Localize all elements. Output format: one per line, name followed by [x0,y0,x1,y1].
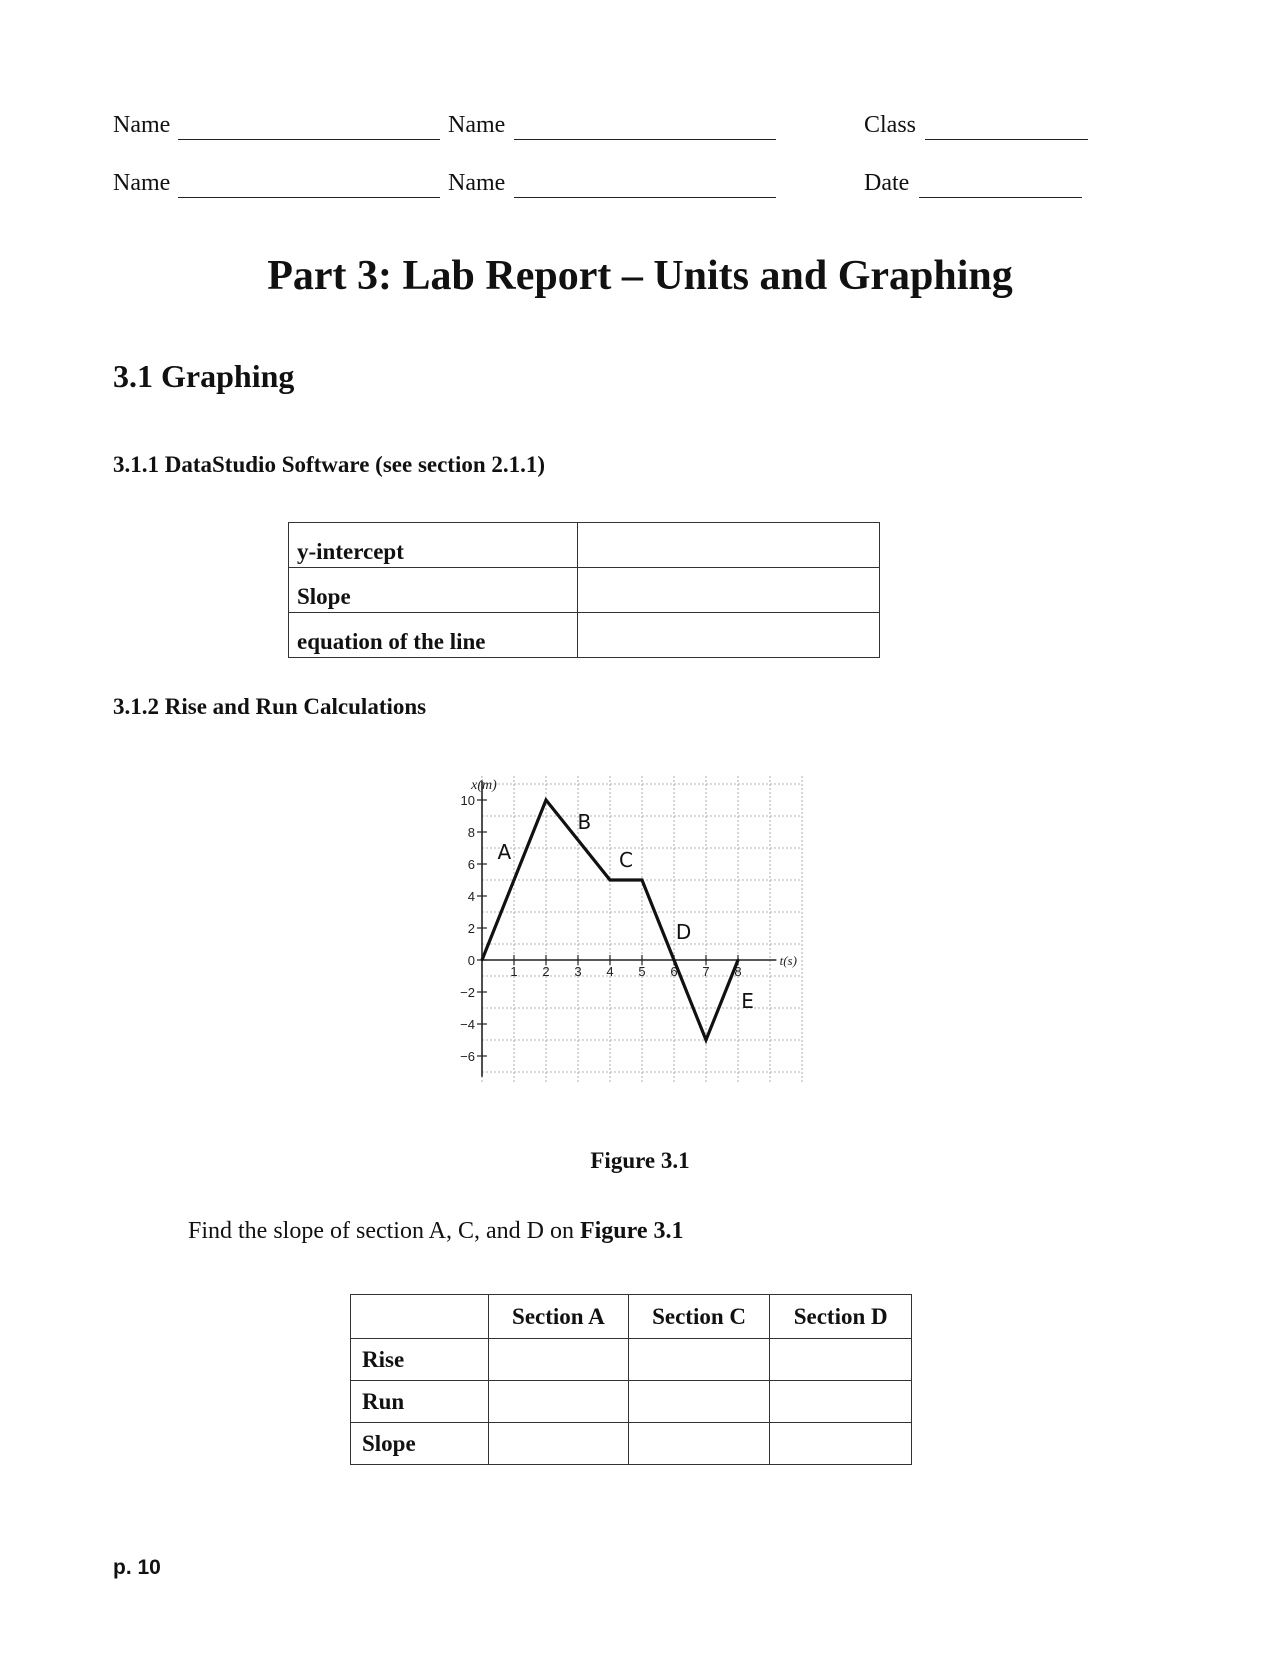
table-row [351,1381,912,1423]
instruction-prefix: Find the slope of section A, C, and D on [188,1218,580,1244]
chart-axes [482,781,776,1077]
instruction-text [188,1218,684,1245]
name-label-1: Name [113,112,171,138]
datastudio-table [288,522,880,658]
table-row [351,1423,912,1465]
y-tick-label: 4 [467,889,475,904]
slope-section-d-cell[interactable] [770,1423,912,1465]
data-point [673,959,675,961]
name-label-4: Name [448,170,506,196]
x-tick-label: 6 [670,964,678,979]
x-tick-label: 3 [574,964,582,979]
data-point [737,959,739,961]
slope-answer-cell[interactable] [578,568,880,613]
x-tick-label: 1 [510,964,518,979]
run-section-a-cell[interactable] [489,1381,629,1423]
date-label: Date [864,170,910,196]
y-tick-label: 2 [467,921,475,936]
slope-table [350,1294,912,1465]
data-point [609,879,611,881]
y-intercept-answer-cell[interactable] [578,523,880,568]
run-section-c-cell[interactable] [628,1381,770,1423]
slope-section-a-cell[interactable] [489,1423,629,1465]
x-tick-label: 2 [542,964,550,979]
data-point [705,1039,707,1041]
section-heading-3-1: 3.1 Graphing [113,358,295,394]
table-corner-cell [351,1295,489,1339]
subsection-heading-3-1-2: 3.1.2 Rise and Run Calculations [113,694,427,719]
table-row [351,1339,912,1381]
name-field-3[interactable] [178,197,440,198]
y-tick-label: 8 [467,825,475,840]
x-tick-label: 5 [638,964,646,979]
section-label-d: D [675,920,692,945]
row-label-rise: Rise [351,1339,489,1381]
x-axis-label: t(s) [779,953,797,968]
slope-section-c-cell[interactable] [628,1423,770,1465]
chart-ticks [460,778,797,1064]
column-header-section-c: Section C [628,1295,770,1339]
page-title: Part 3: Lab Report – Units and Graphing [267,253,1013,299]
table-row [289,613,880,658]
column-header-section-d: Section D [770,1295,912,1339]
data-point [481,959,483,961]
name-field-4[interactable] [514,197,776,198]
y-tick-label: −6 [460,1049,475,1064]
table-row [289,568,880,613]
x-tick-label: 7 [702,964,710,979]
chart-annotations [498,810,754,1013]
table-header-row [351,1295,912,1339]
name-field-1[interactable] [178,139,440,140]
rise-section-a-cell[interactable] [489,1339,629,1381]
section-label-a: A [497,840,512,865]
rise-section-d-cell[interactable] [770,1339,912,1381]
y-tick-label: −4 [460,1017,475,1032]
row-label-run: Run [351,1381,489,1423]
run-section-d-cell[interactable] [770,1381,912,1423]
name-field-2[interactable] [514,139,776,140]
y-tick-label: −2 [460,985,475,1000]
equation-answer-cell[interactable] [578,613,880,658]
date-field[interactable] [919,197,1082,198]
y-tick-label: 6 [467,857,475,872]
class-field[interactable] [925,139,1088,140]
y-axis-label: x(m) [471,777,497,793]
x-tick-label: 4 [606,964,614,979]
table-row [289,523,880,568]
data-point [545,799,547,801]
rise-section-c-cell[interactable] [628,1339,770,1381]
section-label-b: B [577,809,592,834]
section-label-c: C [619,848,633,873]
page-number: p. 10 [113,1556,161,1579]
instruction-figure-ref: Figure 3.1 [579,1218,684,1244]
section-label-e: E [741,989,754,1013]
position-time-chart [445,728,815,1098]
name-label-2: Name [448,112,506,138]
subsection-heading-3-1-1: 3.1.1 DataStudio Software (see section 2.1.1) [113,452,546,477]
chart-grid [482,776,802,1083]
column-header-section-a: Section A [489,1295,629,1339]
y-tick-label: 0 [467,953,475,968]
row-label-slope: Slope [351,1423,489,1465]
table-row-label: equation of the line [289,613,578,658]
x-tick-label: 8 [734,964,742,979]
name-label-3: Name [113,170,171,196]
data-point [641,879,643,881]
y-tick-label: 10 [460,793,475,808]
table-row-label: Slope [289,568,578,613]
figure-caption: Figure 3.1 [590,1148,690,1173]
table-row-label: y-intercept [289,523,578,568]
class-label: Class [864,112,917,138]
